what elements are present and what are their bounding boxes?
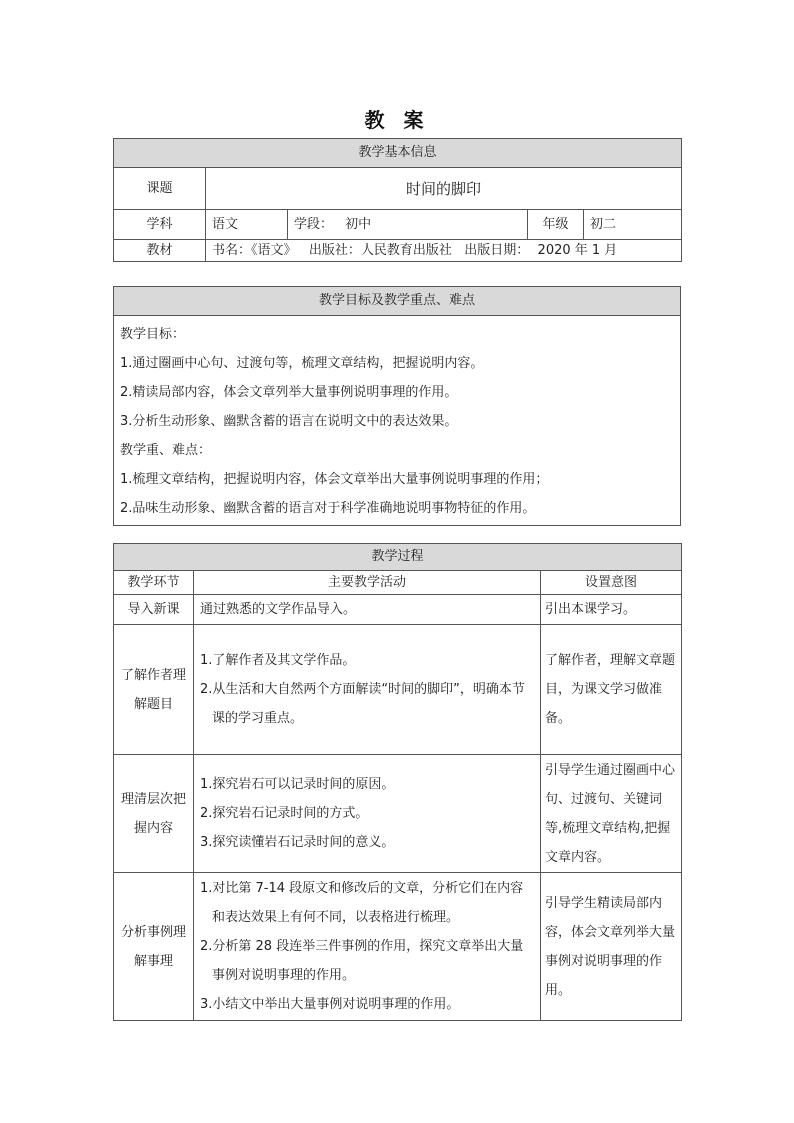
- col-stage-header: 教学环节: [114, 571, 194, 595]
- activity-item: 1.对比第 7-14 段原文和修改后的文章，分析它们在内容和表达效果上有何不同，以表格进行梳理。: [200, 881, 524, 925]
- activity-item: 2.探究岩石记录时间的方式。: [200, 806, 369, 821]
- goal-line: 3.分析生动形象、幽默含蓄的语言在说明文中的表达效果。: [120, 414, 458, 429]
- activity-item: 1.了解作者及其文学作品。: [200, 653, 356, 668]
- purpose-cell: 了解作者，理解文章题目，为课文学习做准备。: [541, 625, 682, 755]
- grade-value: 初二: [584, 210, 682, 240]
- stage-cell: 导入新课: [114, 595, 194, 625]
- activity-item: 1.探究岩石可以记录时间的原因。: [200, 777, 395, 792]
- goals-table: [113, 286, 681, 526]
- purpose-cell: 引出本课学习。: [541, 595, 682, 625]
- activity-cell: [194, 873, 541, 1021]
- goal-line: 1.梳理文章结构，把握说明内容，体会文章举出大量事例说明事理的作用；: [120, 472, 549, 487]
- activity-item: 2.从生活和大自然两个方面解读“时间的脚印”，明确本节课的学习重点。: [200, 682, 525, 726]
- stage-cell: 分析事例理解事理: [114, 873, 194, 1021]
- stage-cell: 理清层次把握内容: [114, 755, 194, 873]
- document-title: 教 案: [364, 108, 430, 132]
- col-purpose-header: 设置意图: [541, 571, 682, 595]
- activity-cell: [194, 595, 541, 625]
- material-value: 书名：《语文》 出版社：人民教育出版社 出版日期： 2020 年 1 月: [206, 240, 682, 262]
- activity-item: 3.探究读懂岩石记录时间的意义。: [200, 835, 395, 850]
- goals-body: [114, 316, 681, 526]
- purpose-cell: 引导学生通过圈画中心句、过渡句、关键词等,梳理文章结构,把握文章内容。: [541, 755, 682, 873]
- activity-item: 2.分析第 28 段连举三件事例的作用，探究文章举出大量事例对说明事理的作用。: [200, 939, 524, 983]
- process-header: 教学过程: [114, 544, 682, 571]
- col-activity-header: 主要教学活动: [194, 571, 541, 595]
- goal-line: 2.精读局部内容，体会文章列举大量事例说明事理的作用。: [120, 385, 458, 400]
- basic-info-header: 教学基本信息: [114, 139, 682, 168]
- activity-cell: [194, 625, 541, 755]
- goals-header: 教学目标及教学重点、难点: [114, 287, 681, 316]
- stage-label: 学段：: [294, 216, 334, 232]
- process-table: [113, 543, 682, 1021]
- topic-label: 课题: [114, 168, 206, 210]
- grade-label: 年级: [528, 210, 584, 240]
- subject-value: 语文: [206, 210, 288, 240]
- stage-cell: [288, 210, 528, 240]
- goal-line: 教学重、难点：: [120, 443, 212, 458]
- activity-item: 3.小结文中举出大量事例对说明事理的作用。: [200, 997, 460, 1012]
- stage-cell: 了解作者理解题目: [114, 625, 194, 755]
- stage-value: 初中: [345, 216, 372, 232]
- activity-cell: [194, 755, 541, 873]
- purpose-cell: 引导学生精读局部内容，体会文章列举大量事例对说明事理的作用。: [541, 873, 682, 1021]
- subject-label: 学科: [114, 210, 206, 240]
- goal-line: 教学目标：: [120, 327, 186, 342]
- activity-item: 通过熟悉的文学作品导入。: [200, 602, 357, 617]
- topic-value: 时间的脚印: [206, 168, 682, 210]
- goal-line: 2.品味生动形象、幽默含蓄的语言对于科学准确地说明事物特征的作用。: [120, 501, 536, 516]
- goal-line: 1.通过圈画中心句、过渡句等，梳理文章结构，把握说明内容。: [120, 356, 484, 371]
- material-label: 教材: [114, 240, 206, 262]
- basic-info-table: [113, 138, 682, 262]
